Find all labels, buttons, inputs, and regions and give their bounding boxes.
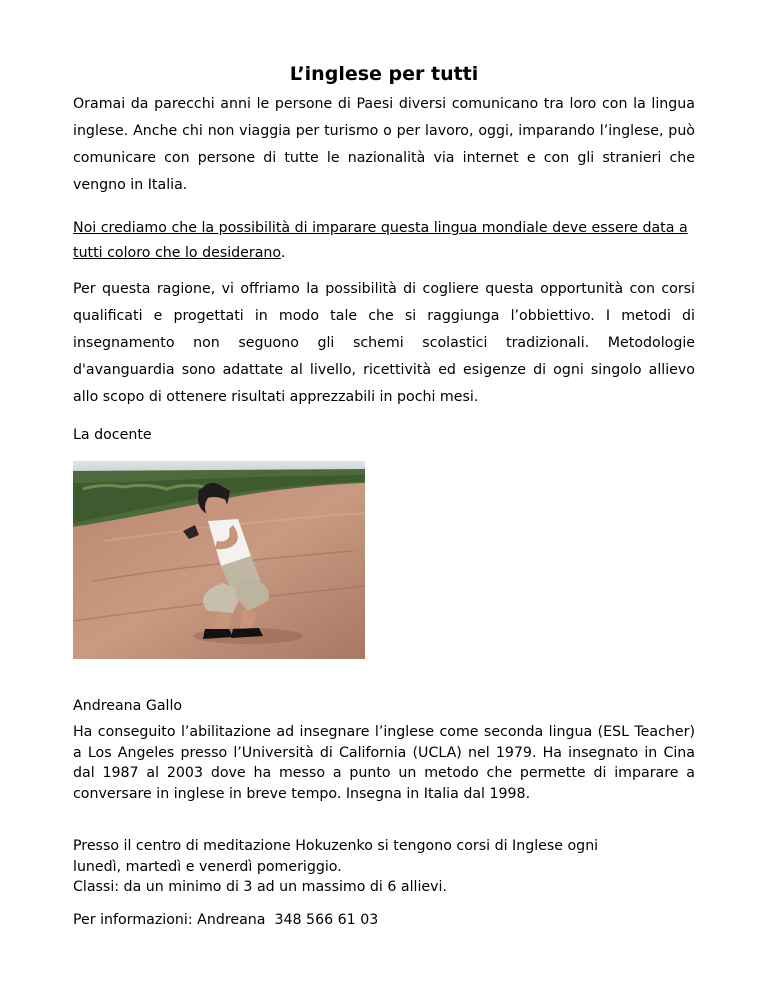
courses-line-3: Classi: da un minimo di 3 ad un massimo di 6 allievi. — [73, 879, 448, 895]
bio-paragraph: Ha conseguito l’abilitazione ad insegnare l’inglese come seconda lingua (ESL Teacher) a Los Angeles presso l’Università di California (UCLA) nel 1979. Ha insegnato in Cina dal 1987 al 2003 dove ha messo a punto un metodo che permette di imparare a conversare in inglese in breve tempo. Insegna in Italia dal 1998. — [73, 724, 695, 802]
reason-paragraph: Per questa ragione, vi offriamo la possibilità di cogliere questa opportunità con corsi qualificati e progettati in modo tale che si raggiunga l’obbiettivo. I metodi di insegnamento non seguono gli schemi scolastici tradizionali. Metodologie d'avanguardia sono adattate al livello, ricettività ed esigenze di ogni singolo allievo allo scopo di ottenere risultati apprezzabili in pochi mesi. — [73, 281, 695, 405]
contact-line: Per informazioni: Andreana 348 566 61 03 — [73, 912, 379, 928]
belief-paragraph — [73, 216, 695, 266]
intro-paragraph: Oramai da parecchi anni le persone di Paesi diversi comunicano tra loro con la lingua inglese. Anche chi non viaggia per turismo o per lavoro, oggi, imparando l’inglese, può comunicare con persone di tutte le nazionalità via internet e con gli stranieri che vengno in Italia. — [73, 96, 695, 193]
courses-paragraph — [73, 836, 695, 898]
page-title: L’inglese per tutti — [289, 63, 479, 85]
teacher-heading: La docente — [73, 427, 152, 443]
teacher-photo — [73, 461, 365, 659]
belief-period: . — [280, 245, 286, 261]
courses-line-1: Presso il centro di meditazione Hokuzenko si tengono corsi di Inglese ogni — [73, 838, 599, 854]
courses-line-2: lunedì, martedì e venerdì pomeriggio. — [73, 858, 342, 875]
belief-underlined-text: Noi crediamo che la possibilità di imparare questa lingua mondiale deve essere data a tutti coloro che lo desiderano — [73, 220, 688, 261]
teacher-name: Andreana Gallo — [73, 698, 183, 714]
